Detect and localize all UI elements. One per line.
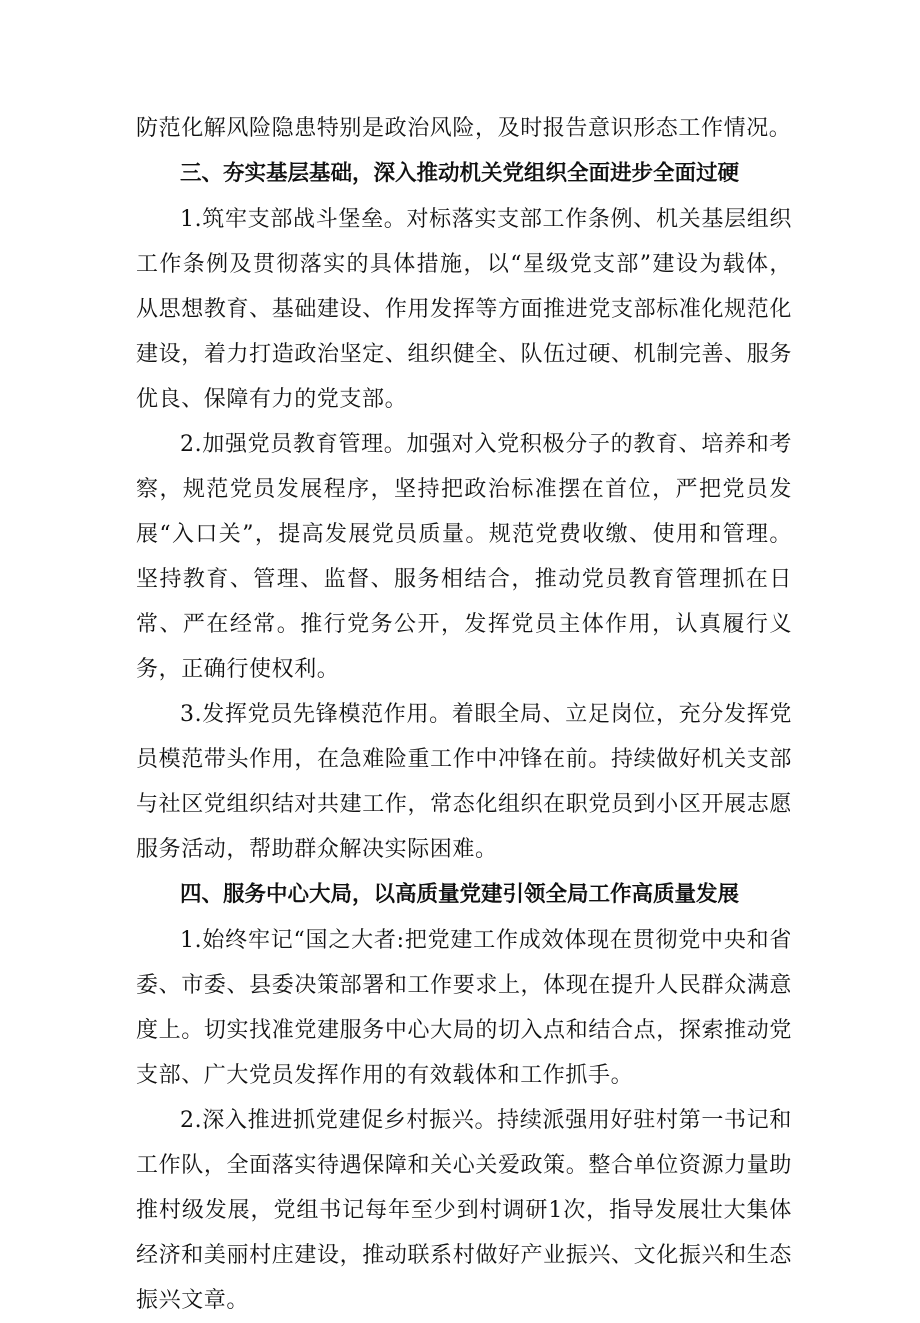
paragraph-continuation: 防范化解风险隐患特别是政治风险，及时报告意识形态工作情况。 [136,116,792,141]
paragraph-4-2: 2.深入推进抓党建促乡村振兴。持续派强用好驻村第一书记和工作队，全面落实待遇保障和关心关爱政策。整合单位资源力量助推村级发展，党组书记每年至少到村调研1次，指导发展壮大集体经济和美丽村庄建设，推动联系村做好产业振兴、文化振兴和生态振兴文章。 [136,1108,792,1313]
document-body [136,106,792,1323]
paragraph-3-3: 3.发挥党员先锋模范作用。着眼全局、立足岗位，充分发挥党员模范带头作用，在急难险重工作中冲锋在前。持续做好机关支部与社区党组织结对共建工作，常态化组织在职党员到小区开展志愿服务活动，帮助群众解决实际困难。 [136,702,792,862]
section-heading-4: 四、服务中心大局，以高质量党建引领全局工作高质量发展 [180,882,740,907]
section-heading-3: 三、夯实基层基础，深入推动机关党组织全面进步全面过硬 [180,161,740,186]
paragraph-3-1: 1.筑牢支部战斗堡垒。对标落实支部工作条例、机关基层组织工作条例及贯彻落实的具体措施，以“星级党支部”建设为载体，从思想教育、基础建设、作用发挥等方面推进党支部标准化规范化建设，着力打造政治坚定、组织健全、队伍过硬、机制完善、服务优良、保障有力的党支部。 [136,207,792,412]
paragraph-4-1: 1.始终牢记“国之大者:把党建工作成效体现在贯彻党中央和省委、市委、县委决策部署和工作要求上，体现在提升人民群众满意度上。切实找准党建服务中心大局的切入点和结合点，探索推动党支部、广大党员发挥作用的有效载体和工作抓手。 [136,928,792,1088]
paragraph-3-2: 2.加强党员教育管理。加强对入党积极分子的教育、培养和考察，规范党员发展程序，坚持把政治标准摆在首位，严把党员发展“入口关”，提高发展党员质量。规范党费收缴、使用和管理。坚持教育、管理、监督、服务相结合，推动党员教育管理抓在日常、严在经常。推行党务公开，发挥党员主体作用，认真履行义务，正确行使权利。 [136,432,792,682]
